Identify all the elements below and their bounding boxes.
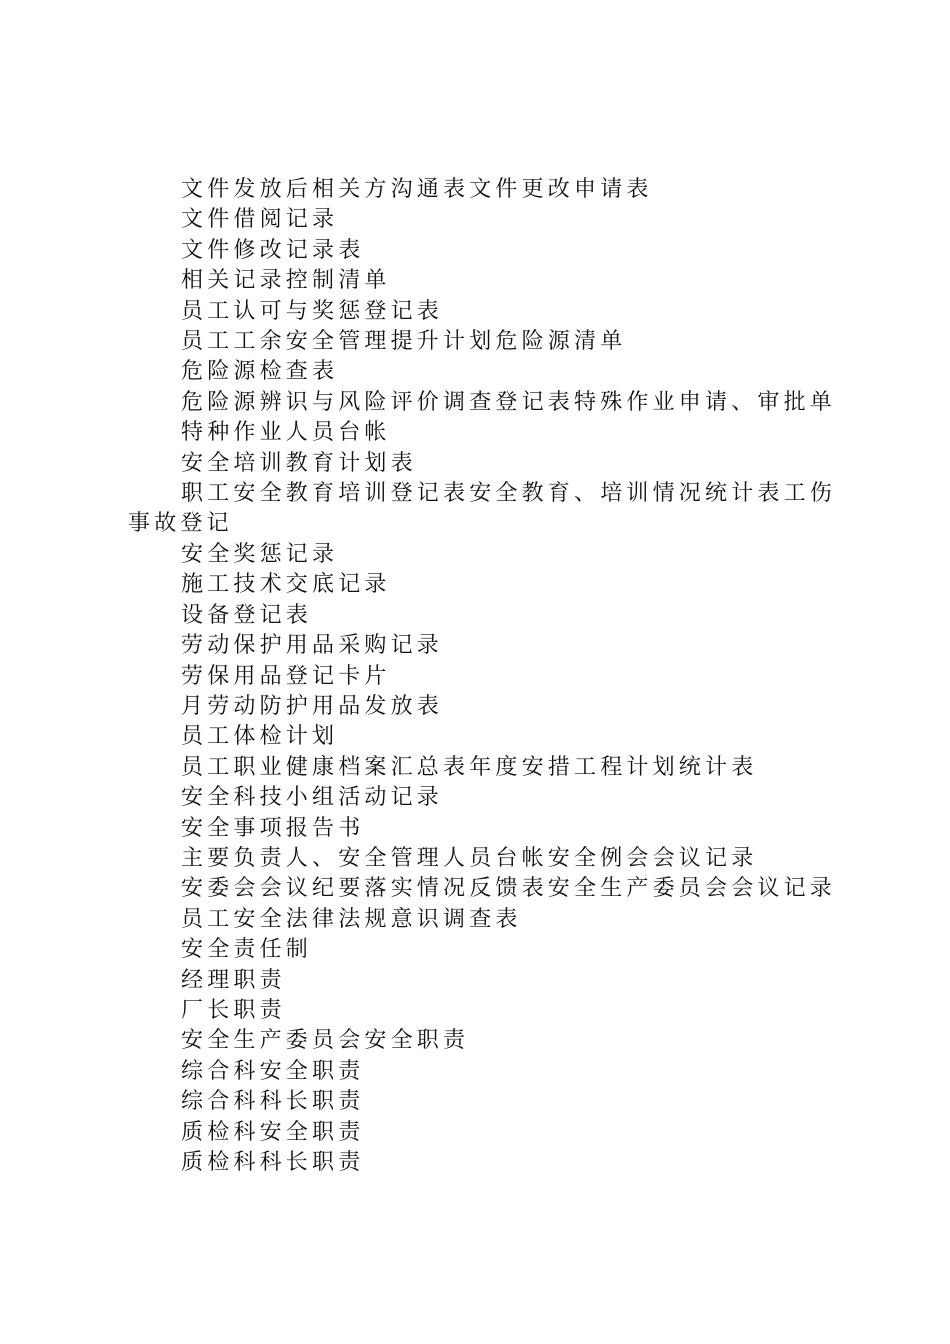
document-line: 安全科技小组活动记录: [181, 785, 444, 811]
document-line: 特种作业人员台帐: [181, 420, 391, 446]
document-line: 安全事项报告书: [181, 815, 365, 841]
document-line: 员工体检计划: [181, 724, 339, 750]
document-line: 月劳动防护用品发放表: [181, 693, 444, 719]
document-line: 安全责任制: [181, 937, 313, 963]
document-line: 危险源辨识与风险评价调查登记表特殊作业申请、审批单: [181, 389, 837, 415]
document-line: 员工职业健康档案汇总表年度安措工程计划统计表: [181, 754, 758, 780]
document-line: 职工安全教育培训登记表安全教育、培训情况统计表工伤事故登记: [128, 481, 837, 537]
document-line: 文件发放后相关方沟通表文件更改申请表: [181, 177, 653, 202]
document-line: 质检科科长职责: [181, 1150, 365, 1175]
document-line: 文件修改记录表: [181, 237, 365, 263]
document-line: 员工安全法律法规意识调查表: [181, 906, 522, 932]
document-line: 综合科科长职责: [181, 1089, 365, 1115]
document-line: 经理职责: [181, 967, 286, 993]
document-line: 危险源检查表: [181, 359, 339, 385]
document-line: 安全培训教育计划表: [181, 450, 417, 476]
document-line: 员工认可与奖惩登记表: [181, 298, 444, 324]
document-line: 主要负责人、安全管理人员台帐安全例会会议记录: [181, 845, 758, 871]
document-line: 安全生产委员会安全职责: [181, 1028, 470, 1054]
document-line: 施工技术交底记录: [181, 572, 391, 598]
document-line: 设备登记表: [181, 602, 313, 628]
document-line: 质检科安全职责: [181, 1119, 365, 1145]
document-line: 文件借阅记录: [181, 207, 339, 233]
document-line: 相关记录控制清单: [181, 268, 391, 294]
document-line: 安全奖惩记录: [181, 541, 339, 567]
document-body: [128, 175, 836, 1178]
document-line: 厂长职责: [181, 997, 286, 1023]
document-line: 劳保用品登记卡片: [181, 663, 391, 689]
document-line: 劳动保护用品采购记录: [181, 633, 444, 659]
document-line: 安委会会议纪要落实情况反馈表安全生产委员会会议记录: [181, 876, 837, 902]
document-line: 综合科安全职责: [181, 1058, 365, 1084]
document-line: 员工工余安全管理提升计划危险源清单: [181, 329, 627, 355]
